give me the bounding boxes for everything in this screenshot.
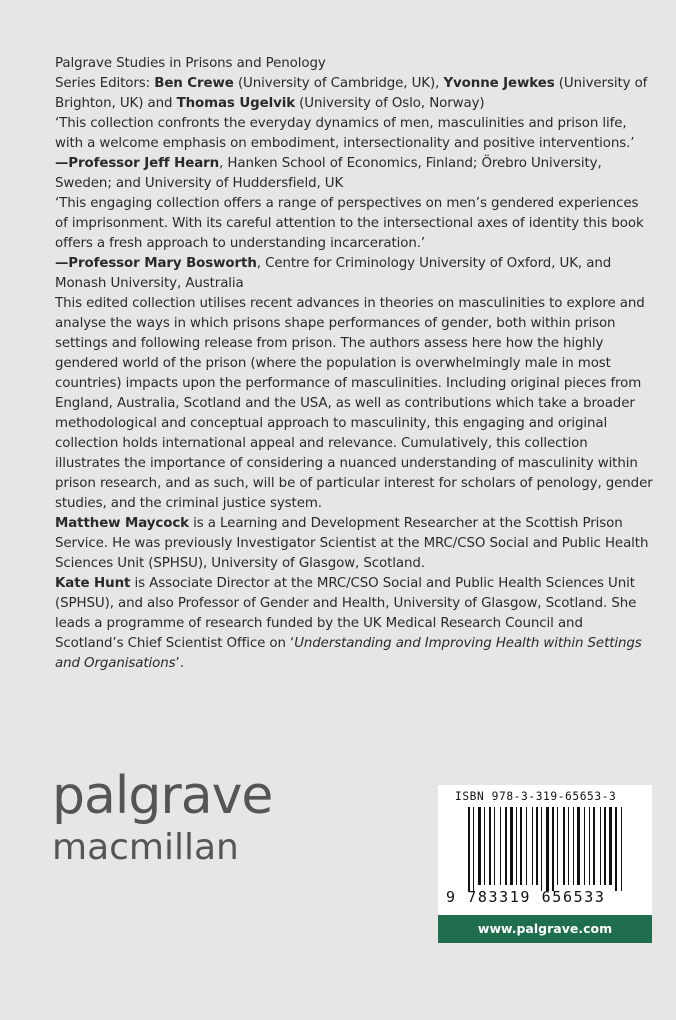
editor-affiliation: (University of Brighton, UK) and [55,76,648,111]
publisher-url: www.palgrave.com [477,921,613,936]
barcode-bar [500,807,501,885]
barcode-bar [536,807,538,885]
back-cover-text [55,54,655,674]
barcode-bar [600,807,601,885]
barcode-bar [557,807,558,885]
barcode-bar [532,807,533,885]
quote-affiliation: , Hanken School of Economics, Finland; Örebro University, Sweden; and University of Huddersfield, UK [55,156,602,191]
logo-palgrave: palgrave [52,766,273,826]
bio-text: is Associate Director at the MRC/CSO Social and Public Health Sciences Unit (SPHSU), and also Professor of Gender and Health, University of Glasgow, Scotland. She leads a programme of research funded by the UK Medical Research Council and Scotland’s Chief Scientist Office on ‘ [55,576,637,651]
author-bio [55,514,655,574]
endorsement-quote [55,114,655,194]
isbn-barcode [438,785,652,915]
quote-author: —Professor Mary Bosworth [55,256,257,271]
barcode-bar [577,807,580,885]
barcode-bar [593,807,595,885]
barcode-bar [510,807,513,885]
series-title: Palgrave Studies in Prisons and Penology [55,56,326,71]
editor-name: Ben Crewe [154,76,234,91]
barcode-bar [546,807,549,891]
bio-name: Kate Hunt [55,576,131,591]
barcode-bar [516,807,517,885]
barcode-number: 9 783319 656533 [446,888,606,906]
editor-name: Yvonne Jewkes [443,76,555,91]
barcode-bar [573,807,574,885]
editor-affiliation: (University of Cambridge, UK), [233,76,444,91]
barcode-bar [478,807,481,885]
editor-affiliation: (University of Oslo, Norway) [295,96,485,111]
barcode-bar [489,807,491,885]
barcode-bar [520,807,522,885]
barcode-bar [505,807,507,885]
barcode-bar [526,807,527,885]
barcode-bar [563,807,565,885]
quote-affiliation: , Centre for Criminology University of Oxford, UK, and Monash University, Australia [55,256,612,291]
barcode-bar [552,807,554,891]
publisher-logo [52,766,273,868]
series-info [55,54,655,114]
bio-end: ’. [175,656,184,671]
barcode-bar [468,807,470,891]
barcode-bars [438,807,652,891]
book-description: This edited collection utilises recent advances in theories on masculinities to explore and analyse the ways in which prisons shape performances of gender, both within prison settings and following release from prison. The authors assess here how the highly gendered world of the prison (where the population is overwhelmingly male in most countries) impacts upon the performance of masculinities. Including original pieces from England, Australia, Scotland and the USA, as well as contributions which take a broader methodological and conceptual approach to masculinity, this engaging and original collection holds international appeal and relevance. Cumulatively, this collection illustrates the importance of considering a nuanced understanding of masculinity within prison research, and as such, will be of particular interest for scholars of penology, gender studies, and the criminal justice system. [55,296,653,511]
barcode-bar [541,807,542,891]
bio-name: Matthew Maycock [55,516,189,531]
barcode-bar [621,807,622,891]
barcode-bar [604,807,606,885]
bio-text: is a Learning and Development Researcher at the Scottish Prison Service. He was previously Investigator Scientist at the MRC/CSO Social and Public Health Sciences Unit (SPHSU), University of Glasgow, Scotland. [55,516,649,571]
editor-name: Thomas Ugelvik [176,96,296,111]
author-bio [55,574,655,674]
barcode-bar [615,807,617,891]
series-editors-prefix: Series Editors: [55,76,155,91]
publisher-url-bar [438,915,652,943]
quote-text: ‘This engaging collection offers a range of perspectives on men’s gendered experiences of imprisonment. With its careful attention to the intersectional axes of identity this book offers a fresh approach to understanding incarceration.’ [55,196,644,251]
barcode-bar [473,807,474,891]
quote-author: —Professor Jeff Hearn [55,156,220,171]
bio-italic-title: Understanding and Improving Health within Settings and Organisations [55,636,642,671]
quote-text: ‘This collection confronts the everyday dynamics of men, masculinities and prison life, with a welcome emphasis on embodiment, intersectionality and positive interventions.’ [55,116,635,151]
barcode-bar [494,807,495,885]
barcode-bar [484,807,485,885]
barcode-bar [589,807,590,885]
barcode-bar [568,807,569,885]
isbn-label: ISBN 978-3-319-65653-3 [455,790,617,803]
endorsement-quote [55,194,655,294]
logo-macmillan: macmillan [52,827,239,868]
barcode-bar [609,807,612,885]
barcode-bar [584,807,585,885]
